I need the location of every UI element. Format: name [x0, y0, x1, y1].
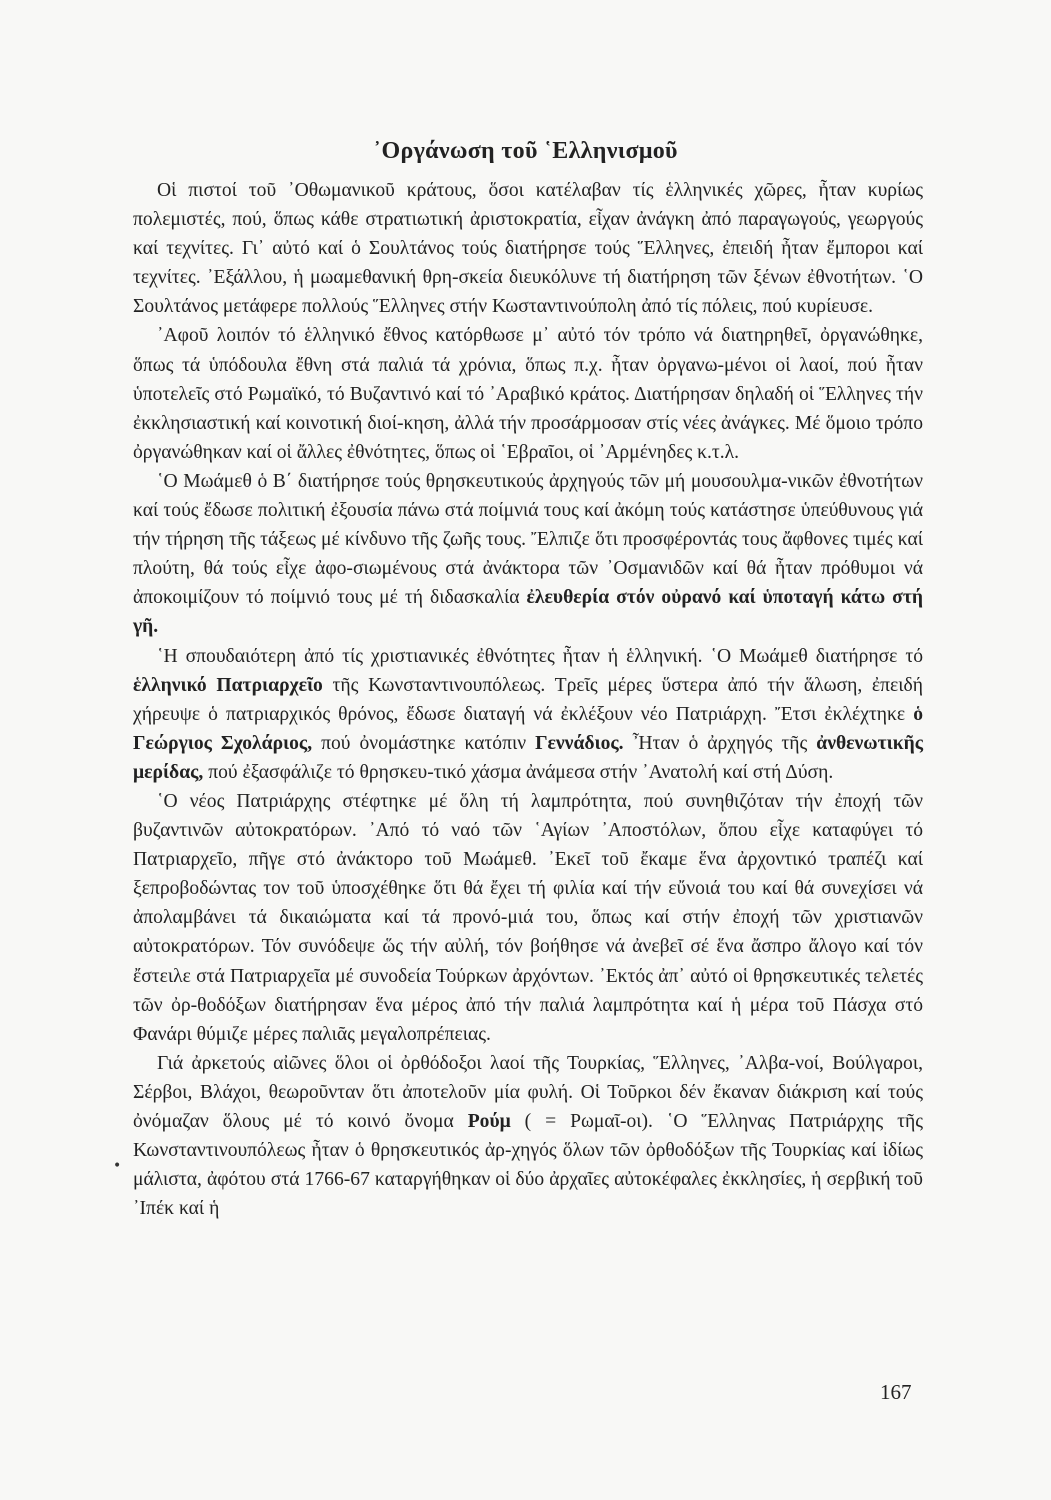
paragraph-4-text-g: Ἦταν ὁ ἀρχηγός τῆς [632, 732, 808, 754]
paragraph-3 [133, 467, 923, 642]
paragraph-4-emphasis-faction: ἀνθενωτικῆς μερίδας, [133, 732, 924, 783]
paragraph-3-text: ῾Ο Μωάμεθ ὁ Β΄ διατήρησε τούς θρησκευτικούς ἀρχηγούς τῶν μή μουσουλμα-νικῶν ἐθνοτήτων καί τούς ἔδωσε πολιτική ἐξουσία πάνω στά ποίμνιά τους καί ἀκόμη τούς κατάστησε ὑπεύθυνους γιά τήν τήρηση τῆς τάξεως μέ κίνδυνο τῆς ζωῆς τους. Ἔλπιζε ὅτι προσφέροντάς τους ἄφθονες τιμές καί πλούτη, θά τούς εἶχε ἀφο-σιωμένους στά ἀνάκτορα τῶν ᾿Οσμανιδῶν καί θά ἦταν πρόθυμοι νά ἀποκοιμίζουν τό ποίμνιό τους μέ τή διδασκαλία [133, 470, 923, 609]
paragraph-6 [133, 1049, 923, 1224]
paragraph-4-text-a: ῾Η σπουδαιότερη ἀπό τίς χριστιανικές ἐθνότητες ἦταν ἡ ἑλληνική. ῾Ο Μωάμεθ διατήρησε τό [157, 645, 923, 667]
paragraph-6-text-c: ( = Ρωμαῖ-οι). ῾Ο Ἕλληνας Πατριάρχης τῆς Κωνσταντινουπόλεως ἦταν ὁ θρησκευτικός ἀρ-χηγός ὅλων τῶν ὀρθοδόξων τῆς Τουρκίας καί ἰδίως μάλιστα, ἀφότου στά 1766-67 καταργήθηκαν οἱ δύο ἀρχαῖες αὐτοκέφαλες ἐκκλησίες, ἡ σερβική τοῦ ᾿Ιπέκ καί ἡ [133, 1111, 923, 1220]
page-title: ᾿Οργάνωση τοῦ ῾Ελληνισμοῦ [373, 138, 678, 164]
paragraph-6-text-a: Γιά ἀρκετούς αἰῶνες ὅλοι οἱ ὀρθόδοξοι λαοί τῆς Τουρκίας, Ἕλληνες, ᾿Αλβα-νοί, Βούλγαροι, Σέρβοι, Βλάχοι, θεωροῦνταν ὅτι ἀποτελοῦν μία φυλή. Οἱ Τοῦρκοι δέν ἔκαναν διάκριση καί τούς ὀνόμαζαν ὅλους μέ τό κοινό ὄνομα [133, 1052, 923, 1132]
paragraph-2: ᾿Αφοῦ λοιπόν τό ἑλληνικό ἔθνος κατόρθωσε μ᾿ αὐτό τόν τρόπο νά διατηρηθεῖ, ὀργανώθηκε, ὅπως τά ὑπόδουλα ἔθνη στά παλιά τά χρόνια, ὅπως π.χ. ἦταν ὀργανω-μένοι οἱ λαοί, πού ἦταν ὑποτελεῖς στό Ρωμαϊκό, τό Βυζαντινό καί τό ᾿Αραβικό κράτος. Διατήρησαν δηλαδή οἱ Ἕλληνες τήν ἐκκλησιαστική καί κοινοτική διοί-κηση, ἀλλά τήν προσάρμοσαν στίς νέες ἀνάγκες. Μέ ὅμοιο τρόπο ὀργανώθηκαν καί οἱ ἄλλες ἐθνότητες, ὅπως οἱ ῾Εβραῖοι, οἱ ᾿Αρμένηδες κ.τ.λ. [133, 325, 923, 463]
paragraph-4-text-i: πού ἐξασφάλιζε τό θρησκευ-τικό χάσμα ἀνάμεσα στήν ᾿Ανατολή καί στή Δύση. [208, 761, 834, 783]
paragraph-4-text-e: πού ὀνομάστηκε κατόπιν [321, 732, 527, 754]
paragraph-5: ῾Ο νέος Πατριάρχης στέφτηκε μέ ὅλη τή λαμπρότητα, πού συνηθιζόταν τήν ἐποχή τῶν βυζαντινῶν αὐτοκρατόρων. ᾿Από τό ναό τῶν ῾Αγίων ᾿Αποστόλων, ὅπου εἶχε καταφύγει τό Πατριαρχεῖο, πῆγε στό ἀνάκτορο τοῦ Μωάμεθ. ᾿Εκεῖ τοῦ ἔκαμε ἕνα ἀρχοντικό τραπέζι καί ξεπροβοδώντας τον τοῦ ὑποσχέθηκε ὅτι θά ἔχει τή φιλία καί τήν εὔνοιά του καί θά συνεχίσει νά ἀπολαμβάνει τά δικαιώματα καί τά προνό-μιά του, ὅπως καί στήν ἐποχή τῶν χριστιανῶν αὐτοκρατόρων. Τόν συνόδεψε ὥς τήν αὐλή, τόν βοήθησε νά ἀνεβεῖ σέ ἕνα ἄσπρο ἄλογο καί τόν ἔστειλε στά Πατριαρχεῖα μέ συνοδεία Τούρκων ἀρχόντων. ᾿Εκτός ἀπ᾿ αὐτό οἱ θρησκευτικές τελετές τῶν ὀρ-θοδόξων διατήρησαν ἕνα μέρος ἀπό τήν παλιά λαμπρότητα καί ἡ μέρα τοῦ Πάσχα στό Φανάρι θύμιζε μέρες παλιᾶς μεγαλοπρέπειας. [133, 790, 923, 1045]
paragraph-4-emphasis-scholarios: ὁ Γεώργιος Σχολάριος, [133, 703, 923, 754]
paragraph-3-emphasis: ἐλευθερία στόν οὐρανό καί ὑποταγή κάτω στή γῆ. [133, 587, 924, 638]
body-text [133, 176, 923, 1223]
paragraph-4-text-c: τῆς Κωνσταντινουπόλεως. Τρεῖς μέρες ὕστερα ἀπό τήν ἅλωση, ἐπειδή χήρευψε ὁ πατριαρχικός θρόνος, ἔδωσε διαταγή νά ἐκλέξουν νέο Πατριάρχη. Ἔτσι ἐκλέχτηκε [133, 674, 924, 725]
page-number: 167 [880, 1380, 912, 1404]
paragraph-4-emphasis-gennadios: Γεννάδιος. [535, 732, 624, 754]
paragraph-4-emphasis-patriarchate: ἑλληνικό Πατριαρχεῖο [133, 674, 323, 696]
margin-mark: • [113, 1158, 122, 1174]
paragraph-6-emphasis-roum: Ρούμ [467, 1111, 511, 1132]
paragraph-4 [133, 642, 923, 787]
paragraph-1: Οἱ πιστοί τοῦ ᾿Οθωμανικοῦ κράτους, ὅσοι κατέλαβαν τίς ἑλληνικές χῶρες, ἦταν κυρίως πολεμιστές, πού, ὅπως κάθε στρατιωτική ἀριστοκρατία, εἶχαν ἀνάγκη ἀπό παραγωγούς, γεωργούς καί τεχνίτες. Γι᾿ αὐτό καί ὁ Σουλτάνος τούς διατήρησε τούς Ἕλληνες, ἐπειδή ἦταν ἔμποροι καί τεχνίτες. ᾿Εξάλλου, ἡ μωαμεθανική θρη-σκεία διευκόλυνε τή διατήρηση τῶν ξένων ἐθνοτήτων. ῾Ο Σουλτάνος μετάφερε πολλούς Ἕλληνες στήν Κωσταντινούπολη ἀπό τίς πόλεις, πού κυρίευσε. [133, 180, 923, 318]
